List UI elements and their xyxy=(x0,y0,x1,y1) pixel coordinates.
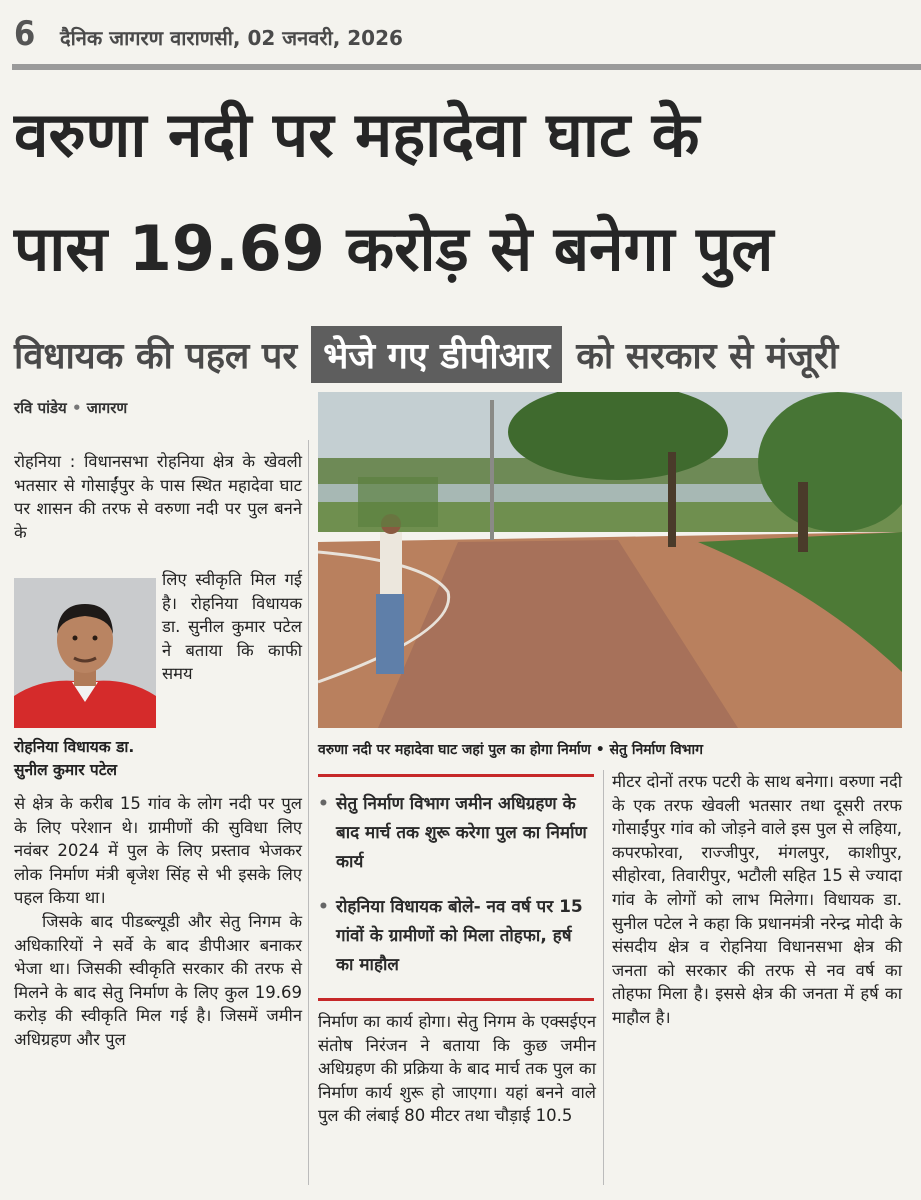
page-number: 6 xyxy=(14,14,36,54)
byline-source: जागरण xyxy=(86,399,128,417)
body-col1-bottom xyxy=(14,792,302,1052)
body-paragraph: जिसके बाद पीडब्ल्यूडी और सेतु निगम के अधिकारियों ने सर्वे के बाद डीपीआर बनाकर भेजा था। जिसकी स्वीकृति सरकार की तरफ से मिलने के बाद सेतु निर्माण के लिए कुल 19.69 करोड़ की स्वीकृति मिल गई है। जिसमें जमीन अधिग्रहण और पुल xyxy=(14,911,302,1049)
headline-line-1: वरुणा नदी पर महादेवा घाट के xyxy=(14,98,700,171)
subhead-pre: विधायक की पहल पर xyxy=(14,335,298,377)
highlights-top-rule xyxy=(318,774,594,777)
body-col1-top xyxy=(14,450,302,544)
main-photo xyxy=(318,392,902,728)
body-paragraph: लिए स्वीकृति मिल गई है। रोहनिया विधायक डा. सुनील कुमार पटेल ने बताया कि काफी समय xyxy=(162,570,302,684)
masthead-text: दैनिक जागरण वाराणसी, 02 जनवरी, 2026 xyxy=(60,26,403,50)
highlights-box xyxy=(318,790,594,986)
masthead xyxy=(0,0,921,70)
body-col2 xyxy=(318,1010,596,1128)
body-col3 xyxy=(612,770,902,1030)
masthead-rule xyxy=(12,64,921,70)
byline xyxy=(14,398,127,418)
column-divider xyxy=(603,770,604,1185)
body-col1-wrap xyxy=(162,568,302,686)
body-paragraph: से क्षेत्र के करीब 15 गांव के लोग नदी पर पुल के लिए परेशान थे। ग्रामीणों की सुविधा लिए नवंबर 2024 में पुल के लिए प्रस्ताव भेजकर लोक निर्माण मंत्री बृजेश सिंह से भी इसके लिए पहल किया था। xyxy=(14,794,302,908)
byline-dot: • xyxy=(66,399,87,417)
riverbank-image xyxy=(318,392,902,728)
bullet-icon: • xyxy=(318,794,329,814)
subheadline xyxy=(14,324,838,384)
body-paragraph: निर्माण का कार्य होगा। सेतु निगम के एक्सईएन संतोष निरंजन ने बताया कि कुछ जमीन अधिग्रहण की प्रक्रिया के बाद मार्च तक पुल का निर्माण कार्य शुरू हो जाएगा। यहां बनने वाले पुल की लंबाई 80 मीटर तथा चौड़ाई 10.5 xyxy=(318,1012,596,1126)
highlight-item: • रोहनिया विधायक बोले- नव वर्ष पर 15 गांवों के ग्रामीणों को मिला तोहफा, हर्ष का माहौल xyxy=(318,893,594,980)
subhead-highlight: भेजे गए डीपीआर xyxy=(311,326,562,383)
headline-line-2: पास 19.69 करोड़ से बनेगा पुल xyxy=(14,212,774,285)
column-divider xyxy=(308,440,309,1185)
byline-name: रवि पांडेय xyxy=(14,399,67,417)
highlight-item: • सेतु निर्माण विभाग जमीन अधिग्रहण के बाद मार्च तक शुरू करेगा पुल का निर्माण कार्य xyxy=(318,790,594,877)
portrait-caption: रोहनिया विधायक डा. सुनील कुमार पटेल xyxy=(14,738,135,779)
body-paragraph: रोहनिया : विधानसभा रोहनिया क्षेत्र के खेवली भतसार से गोसाईंपुर के पास स्थित महादेवा घाट पर शासन की तरफ से वरुणा नदी पर पुल बनने के xyxy=(14,452,302,542)
highlights-bottom-rule xyxy=(318,998,594,1001)
portrait-image xyxy=(14,578,156,728)
bullet-icon: • xyxy=(318,897,329,917)
portrait-photo xyxy=(14,578,156,728)
photo-caption: वरुणा नदी पर महादेवा घाट जहां पुल का होगा निर्माण • सेतु निर्माण विभाग xyxy=(318,742,704,758)
body-paragraph: मीटर दोनों तरफ पटरी के साथ बनेगा। वरुणा नदी के एक तरफ खेवली भतसार तथा दूसरी तरफ गोसाईंपुर गांव को जोड़ने वाले इस पुल से लहिया, कपरफोरवा, राज्जीपुर, मंगलपुर, काशीपुर, सीहोरवा, तिवारीपुर, भटौली सहित 15 से ज्यादा गांव के लोगों को लाभ मिलेगा। विधायक डा. सुनील पटेल ने कहा कि प्रधानमंत्री नरेन्द्र मोदी के संसदीय क्षेत्र व रोहनिया विधानसभा क्षेत्र की जनता को सरकार की तरफ से नव वर्ष का तोहफा मिला है। इससे क्षेत्र की जनता में हर्ष का माहौल है। xyxy=(612,772,902,1027)
subhead-post: को सरकार से मंजूरी xyxy=(576,335,839,377)
